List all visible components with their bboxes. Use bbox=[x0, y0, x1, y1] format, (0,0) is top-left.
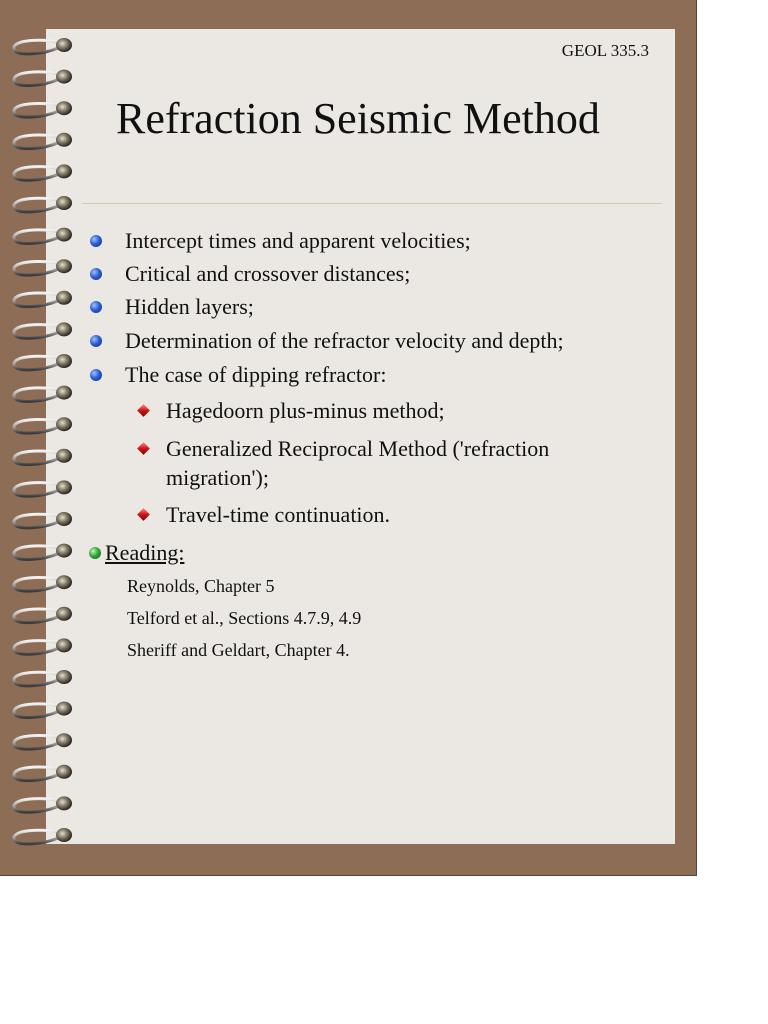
spiral-ring bbox=[14, 38, 72, 54]
spiral-ring bbox=[14, 480, 72, 496]
list-item: Hidden layers; bbox=[125, 294, 254, 319]
spiral-ring bbox=[14, 702, 72, 718]
spiral-ring bbox=[14, 733, 72, 749]
spiral-ring bbox=[14, 575, 72, 591]
list-item: Intercept times and apparent velocities; bbox=[125, 228, 471, 253]
course-code: GEOL 335.3 bbox=[561, 41, 649, 60]
spiral-ring bbox=[14, 133, 72, 149]
spiral-ring bbox=[14, 386, 72, 402]
spiral-ring bbox=[14, 670, 72, 686]
spiral-ring bbox=[14, 354, 72, 370]
spiral-ring bbox=[14, 828, 72, 844]
spiral-ring bbox=[14, 322, 72, 338]
spiral-ring bbox=[14, 449, 72, 465]
reference-item: Telford et al., Sections 4.7.9, 4.9 bbox=[127, 608, 362, 628]
sub-list-item-continuation: migration'); bbox=[166, 465, 269, 490]
bullet-icon bbox=[90, 235, 102, 247]
spiral-ring bbox=[14, 101, 72, 117]
list-item: The case of dipping refractor: bbox=[125, 362, 387, 387]
spiral-ring bbox=[14, 607, 72, 623]
bullet-icon bbox=[90, 369, 102, 381]
spiral-binding bbox=[0, 0, 90, 876]
spiral-ring bbox=[14, 544, 72, 560]
reference-item: Reynolds, Chapter 5 bbox=[127, 576, 275, 596]
list-item: Critical and crossover distances; bbox=[125, 261, 411, 286]
title-divider bbox=[82, 203, 662, 204]
spiral-ring bbox=[14, 417, 72, 433]
reference-item: Sheriff and Geldart, Chapter 4. bbox=[127, 640, 350, 660]
reading-heading: Reading: bbox=[105, 540, 185, 565]
spiral-ring bbox=[14, 228, 72, 244]
spiral-ring bbox=[14, 512, 72, 528]
reading-bullet-icon bbox=[89, 547, 101, 559]
sub-list-item: Generalized Reciprocal Method ('refraction bbox=[166, 436, 550, 461]
spiral-ring bbox=[14, 765, 72, 781]
spiral-ring bbox=[14, 796, 72, 812]
spiral-ring bbox=[14, 291, 72, 307]
spiral-ring bbox=[14, 70, 72, 86]
spiral-ring bbox=[14, 196, 72, 212]
sub-list-item: Hagedoorn plus-minus method; bbox=[166, 398, 445, 423]
bullet-icon bbox=[90, 268, 102, 280]
spiral-ring bbox=[14, 164, 72, 180]
bullet-icon bbox=[90, 335, 102, 347]
spiral-ring bbox=[14, 259, 72, 275]
list-item: Determination of the refractor velocity and depth; bbox=[125, 328, 564, 353]
bullet-icon bbox=[90, 301, 102, 313]
page-title: Refraction Seismic Method bbox=[116, 94, 600, 143]
spiral-ring bbox=[14, 638, 72, 654]
sub-list-item: Travel-time continuation. bbox=[166, 502, 391, 527]
